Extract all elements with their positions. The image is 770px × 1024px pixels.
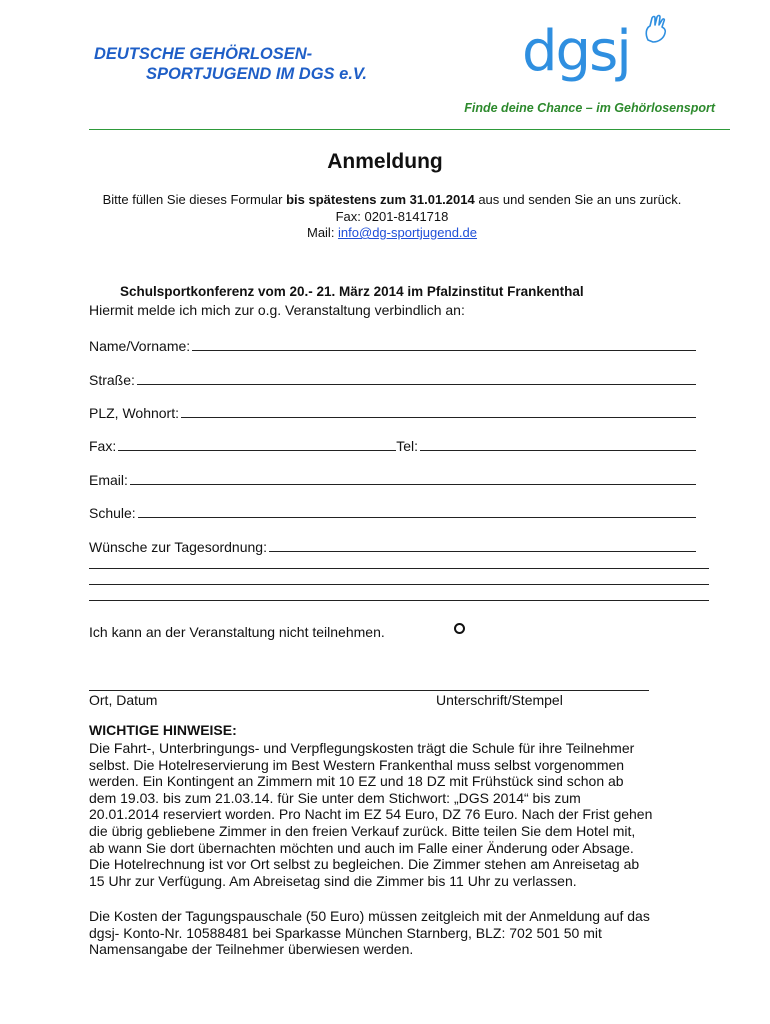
conference-title: Schulsportkonferenz vom 20.- 21. März 2014 im Pfalzinstitut Frankenthal: [120, 284, 584, 299]
cannot-attend-text: Ich kann an der Veranstaltung nicht teilnehmen.: [89, 624, 385, 640]
tel-label: Tel:: [396, 438, 419, 454]
wishes-field[interactable]: [89, 537, 696, 555]
wishes-extra-line[interactable]: [89, 584, 709, 585]
hand-sign-icon: [642, 14, 672, 46]
page-title: Anmeldung: [327, 150, 443, 173]
hint-line: Namensangabe der Teilnehmer überwiesen werden.: [89, 941, 414, 958]
signature-line[interactable]: [89, 690, 649, 691]
hint-line: Die Hotelrechnung ist vor Ort selbst zu begleichen. Die Zimmer stehen am Anreisetag ab: [89, 856, 640, 873]
email-label: Email:: [89, 472, 128, 488]
name-line[interactable]: [192, 336, 696, 351]
street-field[interactable]: [89, 370, 696, 388]
hint-line: Die Kosten der Tagungspauschale (50 Euro) müssen zeitgleich mit der Anmeldung auf das: [89, 908, 650, 924]
intro-text: [89, 192, 695, 242]
org-line-2: SPORTJUGEND IM DGS e.V.: [146, 65, 367, 83]
intro-pre: Bitte füllen Sie dieses Formular: [102, 192, 287, 207]
fax-label: Fax:: [89, 438, 117, 454]
school-line[interactable]: [138, 503, 696, 518]
street-line[interactable]: [137, 370, 696, 385]
wishes-line[interactable]: [269, 537, 696, 552]
deadline: bis spätestens zum 31.01.2014: [286, 192, 475, 207]
cannot-attend-checkbox[interactable]: [454, 623, 465, 634]
logo-text: dgsj: [522, 19, 630, 84]
school-label: Schule:: [89, 505, 136, 521]
hint-line: Die Fahrt-, Unterbringungs- und Verpflegungskosten trägt die Schule für ihre Teilnehmer: [89, 740, 635, 756]
hint-line: werden. Ein Kontingent an Zimmern mit 10 EZ und 18 DZ mit Frühstück sind schon ab: [89, 773, 624, 790]
hint-line: die übrig gebliebene Zimmer in den freien Verkauf zurück. Bitte teilen Sie dem Hotel mit,: [89, 822, 636, 839]
hint-line: dem 19.03. bis zum 21.03.14. für Sie unter dem Stichwort: „DGS 2014“ bis zum: [89, 789, 581, 806]
intro-post: aus und senden Sie an uns zurück.: [474, 192, 682, 207]
hint-line: selbst. Die Hotelreservierung im Best Western Frankenthal muss selbst vorgenommen: [89, 756, 625, 773]
signature-label: Unterschrift/Stempel: [436, 692, 563, 708]
dgsj-logo: [522, 14, 682, 94]
email-field[interactable]: [89, 470, 696, 488]
org-line-1: DEUTSCHE GEHÖRLOSEN-: [94, 45, 313, 63]
slogan: Finde deine Chance – im Gehörlosensport: [464, 101, 715, 115]
mail-label: Mail:: [306, 225, 339, 240]
hints-heading: WICHTIGE HINWEISE:: [89, 722, 237, 738]
hint-line: ab wann Sie dort übernachten möchten und auch im Falle einer Änderung oder Absage.: [89, 839, 634, 856]
mail-link[interactable]: info@dg-sportjugend.de: [338, 225, 478, 240]
fax-line[interactable]: [118, 436, 396, 451]
wishes-label: Wünsche zur Tagesordnung:: [89, 539, 267, 555]
street-label: Straße:: [89, 372, 135, 388]
school-field[interactable]: [89, 503, 696, 521]
declaration-text: Hiermit melde ich mich zur o.g. Veranstaltung verbindlich an:: [89, 302, 465, 318]
hints-paragraph-2: [89, 908, 729, 958]
fax-number: Fax: 0201-8141718: [335, 208, 449, 224]
wishes-extra-line[interactable]: [89, 600, 709, 601]
plz-field[interactable]: [89, 403, 696, 421]
organization-name: [94, 44, 367, 84]
header-divider: [89, 129, 730, 130]
hint-line: 20.01.2014 reserviert worden. Pro Nacht im EZ 54 Euro, DZ 76 Euro. Nach der Frist gehen: [89, 806, 653, 823]
hints-paragraph-1: [89, 740, 729, 889]
plz-line[interactable]: [181, 403, 696, 418]
place-date-label: Ort, Datum: [89, 692, 158, 708]
wishes-extra-line[interactable]: [89, 568, 709, 569]
hint-line: 15 Uhr zur Verfügung. Am Abreisetag sind die Zimmer bis 11 Uhr zu verlassen.: [89, 872, 577, 889]
tel-line[interactable]: [420, 436, 696, 451]
name-field[interactable]: [89, 336, 696, 354]
name-label: Name/Vorname:: [89, 338, 191, 354]
email-line[interactable]: [130, 470, 696, 485]
hint-line: dgsj- Konto-Nr. 10588481 bei Sparkasse München Starnberg, BLZ: 702 501 50 mit: [89, 924, 602, 941]
plz-label: PLZ, Wohnort:: [89, 405, 180, 421]
fax-tel-field[interactable]: [89, 436, 696, 454]
